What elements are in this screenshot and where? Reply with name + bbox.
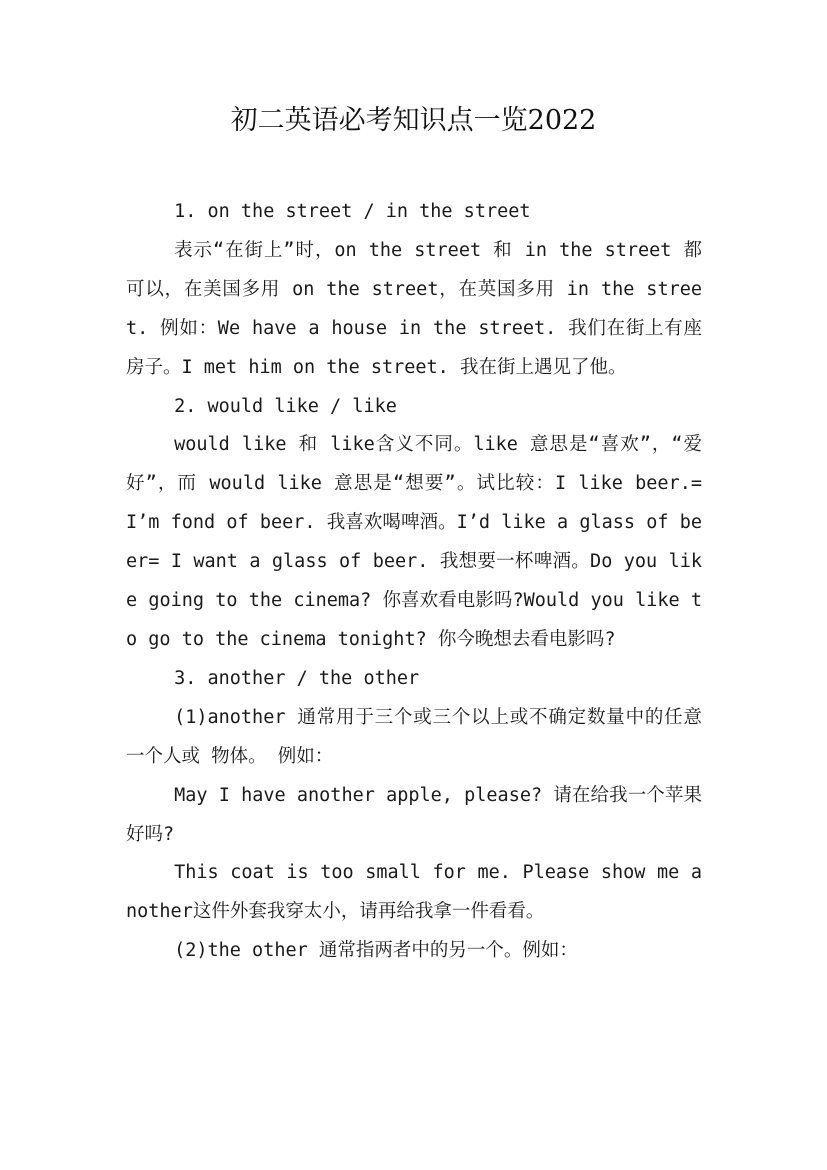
document-body <box>126 193 702 971</box>
paragraph-street-explanation: 表示“在街上”时，on the street 和 in the street 都可以，在美国多用 on the street，在英国多用 in the street. 例如：We have a house in the street. 我们在街上有座房子。I met him on the street. 我在街上遇见了他。 <box>126 239 702 378</box>
paragraph-another-example-2: This coat is too small for me. Please show me another这件外套我穿太小，请再给我拿一件看看。 <box>126 862 702 923</box>
section-heading-3: 3. another / the other <box>174 667 420 689</box>
document-title: 初二英语必考知识点一览2022 <box>230 105 597 136</box>
paragraph-another-usage: (1)another 通常用于三个或三个以上或不确定数量中的任意一个人或 物体。 例如： <box>126 706 702 767</box>
section-heading-1: 1. on the street / in the street <box>174 201 531 222</box>
paragraph-the-other-usage: (2)the other 通常指两者中的另一个。例如： <box>174 940 578 962</box>
paragraph-would-like-explanation: would like 和 like含义不同。like 意思是“喜欢”，“爱好”，而 would like 意思是“想要”。试比较：I like beer.=I’m fond of beer. 我喜欢喝啤酒。I’d like a glass of beer= I want a glass of beer. 我想要一杯啤酒。Do you like going to the cinema? 你喜欢看电影吗?Would you like to go to the cinema tonight? 你今晚想去看电影吗? <box>126 434 702 650</box>
section-heading-2: 2. would like / like <box>174 395 397 417</box>
paragraph-another-example-1: May I have another apple, please? 请在给我一个苹果好吗? <box>126 784 702 845</box>
